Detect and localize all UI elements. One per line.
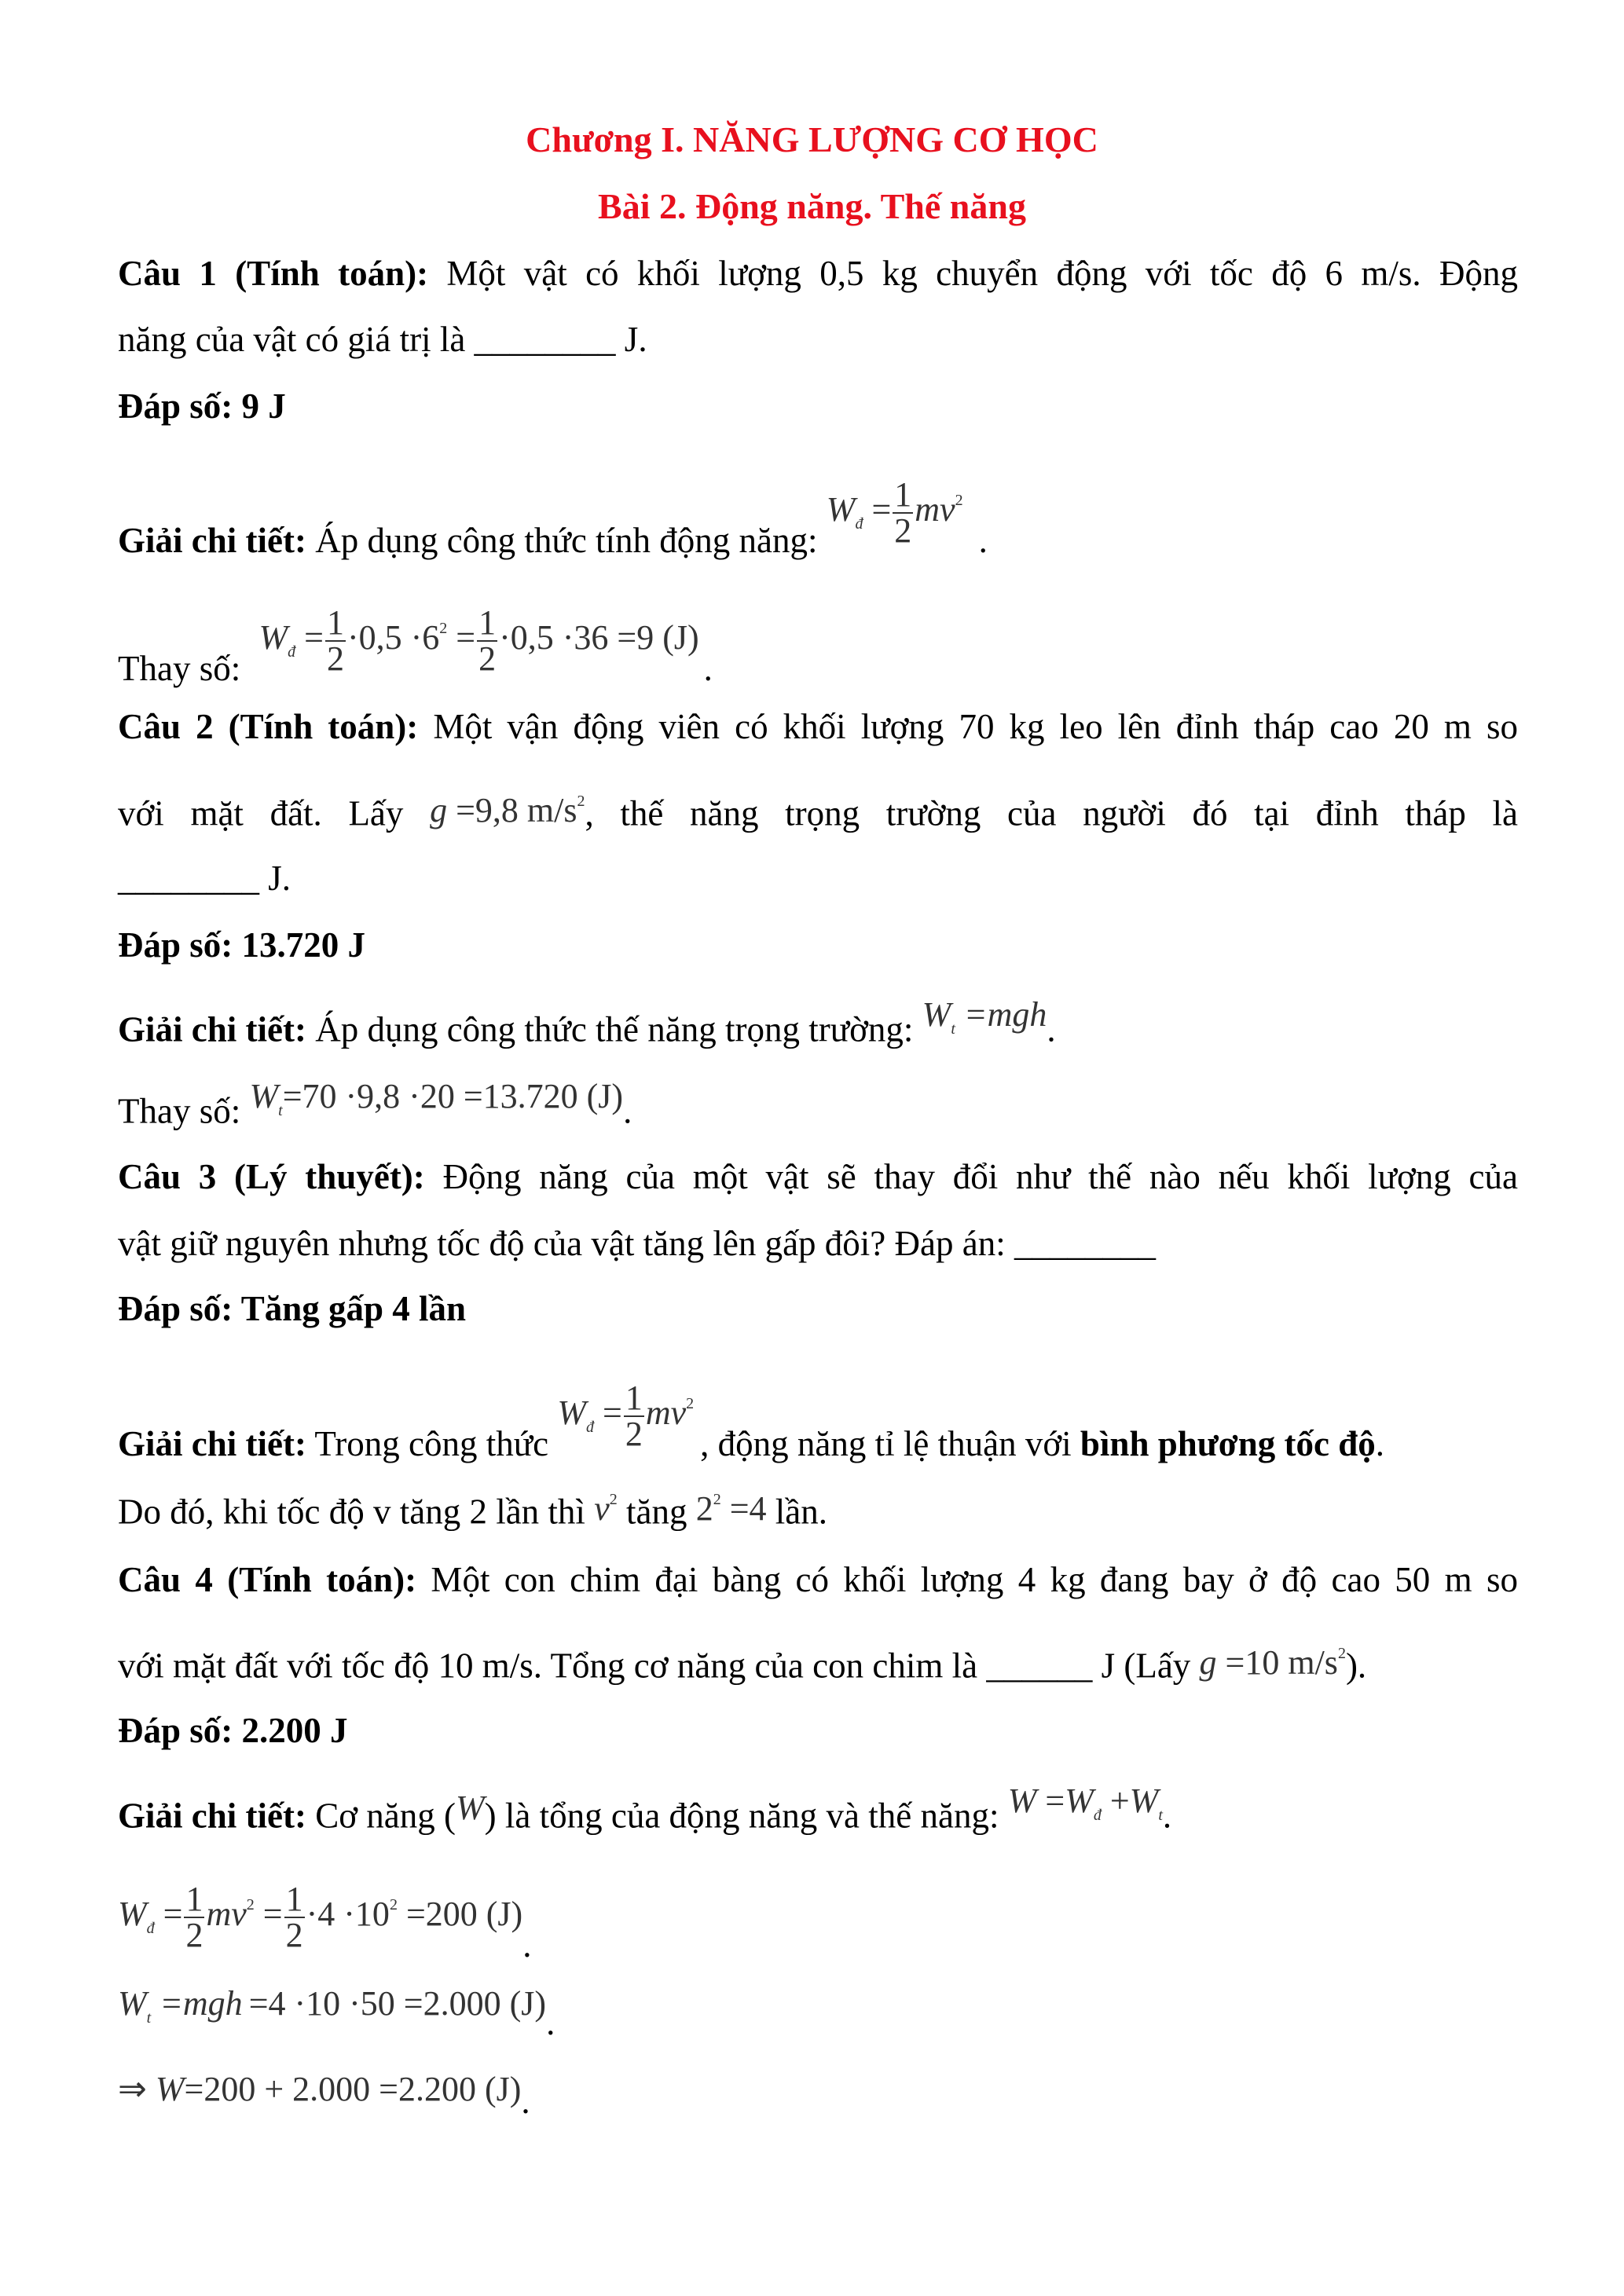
m: =10 m/s bbox=[1216, 1643, 1338, 1682]
q2-label: Câu 2 (Tính toán): bbox=[118, 707, 419, 746]
m: v bbox=[594, 1489, 610, 1528]
q4-solution bbox=[118, 1782, 1518, 1850]
q4-answer bbox=[118, 1707, 1518, 1754]
m: mv bbox=[206, 1895, 247, 1933]
formula bbox=[118, 1980, 546, 2041]
v-squared bbox=[594, 1476, 618, 1532]
formula bbox=[118, 1881, 522, 1953]
m: W bbox=[1007, 1782, 1037, 1820]
formula-kinetic bbox=[557, 1380, 694, 1452]
m: g bbox=[430, 791, 448, 829]
m: đ bbox=[586, 1419, 595, 1436]
q4-kinetic-calc bbox=[118, 1879, 1518, 1965]
q2-text: Một vận động viên có khối lượng 70 kg leo lên đỉnh tháp cao 20 m so bbox=[418, 707, 1518, 746]
answer: Đáp số: 2.200 J bbox=[118, 1711, 348, 1750]
m: =9,8 m/s bbox=[447, 791, 577, 829]
m: 2 bbox=[955, 492, 963, 509]
q3-line1 bbox=[118, 1153, 1518, 1200]
m: t bbox=[1158, 1807, 1163, 1824]
m: t bbox=[278, 1102, 283, 1119]
m: 1 bbox=[894, 474, 912, 514]
m: = bbox=[594, 1393, 622, 1432]
m: mv bbox=[645, 1393, 687, 1432]
m: 2 bbox=[439, 620, 448, 637]
sol-label: Giải chi tiết: bbox=[118, 1796, 306, 1836]
m: W bbox=[557, 1393, 587, 1432]
answer: Đáp số: 9 J bbox=[118, 386, 286, 426]
q3-label: Câu 3 (Lý thuyết): bbox=[118, 1157, 425, 1196]
text: lần. bbox=[766, 1492, 828, 1532]
q1-text: Một vật có khối lượng 0,5 kg chuyển động với tốc độ 6 m/s. Động bbox=[428, 254, 1518, 293]
q4-line2 bbox=[118, 1641, 1518, 1697]
m: . bbox=[978, 520, 988, 560]
q1-answer bbox=[118, 383, 1518, 430]
m: đ bbox=[855, 515, 863, 533]
m: . bbox=[522, 1924, 532, 1965]
m: 1 bbox=[285, 1879, 303, 1918]
m: 1 bbox=[478, 602, 497, 642]
chapter-title: Chương I. NĂNG LƯỢNG CƠ HỌC bbox=[526, 119, 1098, 159]
m: =4 bbox=[720, 1489, 767, 1528]
text: Do đó, khi tốc độ v tăng 2 lần thì bbox=[118, 1492, 595, 1532]
m: = bbox=[254, 1895, 283, 1933]
sol-text: , động năng tỉ lệ thuận với bbox=[700, 1423, 1080, 1463]
q1-solution bbox=[118, 474, 1518, 580]
m: W bbox=[1129, 1782, 1159, 1820]
m: = bbox=[447, 618, 476, 657]
m: =200 (J) bbox=[397, 1895, 523, 1933]
two-squared bbox=[696, 1476, 767, 1532]
m: 2 bbox=[285, 1915, 303, 1954]
q2-line2 bbox=[118, 789, 1518, 845]
q4-label: Câu 4 (Tính toán): bbox=[118, 1560, 417, 1599]
fraction bbox=[284, 1879, 305, 1954]
m: W bbox=[826, 490, 856, 529]
m: =4 ·10 ·50 =2.000 (J) bbox=[248, 1984, 547, 2023]
formula-sub bbox=[258, 602, 699, 678]
m: ·0,5 ·6 bbox=[346, 618, 440, 657]
m: 1 bbox=[185, 1879, 203, 1918]
m: . bbox=[521, 2082, 530, 2121]
fraction bbox=[624, 1378, 644, 1453]
q2-text: , thế năng trọng trường của người đó tại đỉnh tháp là bbox=[585, 793, 1518, 833]
sol-label: Giải chi tiết: bbox=[118, 1009, 306, 1049]
sol-text: Áp dụng công thức tính động năng: bbox=[306, 520, 827, 560]
m: 2 bbox=[478, 639, 497, 678]
formula-potential bbox=[922, 991, 1047, 1053]
m: ·0,5 ·36 =9 (J) bbox=[499, 618, 699, 657]
q4-text: ). bbox=[1345, 1646, 1367, 1686]
q1-line1 bbox=[118, 250, 1518, 297]
q4-total-calc bbox=[118, 2062, 1518, 2121]
q2-line1 bbox=[118, 703, 1518, 750]
m: mv bbox=[915, 490, 955, 529]
sol-text: Cơ năng ( bbox=[306, 1796, 456, 1836]
q2-line3: ________ J. bbox=[118, 859, 291, 898]
sol-label: Giải chi tiết: bbox=[118, 1423, 306, 1463]
implies-icon: ⇒ bbox=[118, 2069, 147, 2108]
m: 2 bbox=[389, 1896, 398, 1913]
m: = bbox=[863, 490, 892, 529]
m: 2 bbox=[686, 1395, 695, 1412]
q3-line-conclusion bbox=[118, 1487, 1518, 1543]
formula bbox=[118, 2066, 521, 2113]
m: 2 bbox=[577, 793, 585, 810]
m: . bbox=[1375, 1423, 1384, 1463]
sol-text: Trong công thức bbox=[306, 1423, 558, 1463]
gravity-value bbox=[430, 778, 585, 834]
m: =70 ·9,8 ·20 =13.720 (J) bbox=[282, 1077, 624, 1115]
m: . bbox=[703, 648, 713, 688]
q3-answer bbox=[118, 1285, 1518, 1332]
q1-label: Câu 1 (Tính toán): bbox=[118, 254, 429, 293]
m: W bbox=[455, 1789, 485, 1827]
q4-text: với mặt đất với tốc độ 10 m/s. Tổng cơ năng của con chim là ______ J (Lấy bbox=[118, 1646, 1200, 1686]
m: = bbox=[154, 1895, 183, 1933]
q4-potential-calc bbox=[118, 1980, 1518, 2041]
m: 2 bbox=[609, 1491, 618, 1508]
m: W bbox=[155, 2069, 185, 2108]
m: W bbox=[118, 1984, 147, 2023]
m: đ bbox=[146, 1920, 155, 1937]
m: 1 bbox=[326, 602, 344, 642]
fraction bbox=[184, 1879, 204, 1954]
q2-solution bbox=[118, 995, 1518, 1064]
m: . bbox=[1047, 1009, 1056, 1049]
m: 2 bbox=[894, 511, 912, 550]
m: 2 bbox=[625, 1414, 643, 1453]
text: tăng bbox=[617, 1492, 696, 1532]
m: 2 bbox=[713, 1491, 721, 1508]
sub-label: Thay số: bbox=[118, 1091, 250, 1131]
m: W bbox=[1065, 1782, 1094, 1820]
m: W bbox=[922, 995, 951, 1034]
lesson-title: Bài 2. Động năng. Thế năng bbox=[598, 186, 1026, 226]
m: W bbox=[249, 1077, 279, 1115]
m: 2 bbox=[185, 1915, 203, 1954]
sol-text: Áp dụng công thức thế năng trọng trường: bbox=[306, 1009, 922, 1049]
sol-text: ) là tổng của động năng và thế năng: bbox=[484, 1796, 1008, 1836]
m: . bbox=[546, 2003, 555, 2043]
q3-text: Động năng của một vật sẽ thay đổi như thế nào nếu khối lượng của bbox=[424, 1157, 1518, 1196]
m: 2 bbox=[326, 639, 344, 678]
sub-label: Thay số: bbox=[118, 648, 250, 688]
sol-bold: bình phương tốc độ bbox=[1080, 1423, 1376, 1463]
formula-sub bbox=[249, 1073, 623, 1134]
m: đ bbox=[288, 643, 296, 661]
q3-solution bbox=[118, 1378, 1518, 1483]
sol-label: Giải chi tiết: bbox=[118, 520, 306, 560]
q3-line2: vật giữ nguyên nhưng tốc độ của vật tăng lên gấp đôi? Đáp án: ________ bbox=[118, 1224, 1156, 1263]
fraction bbox=[477, 602, 497, 678]
gravity-value bbox=[1200, 1630, 1346, 1686]
q4-text: Một con chim đại bàng có khối lượng 4 kg đang bay ở độ cao 50 m so bbox=[416, 1560, 1518, 1599]
fraction bbox=[325, 602, 346, 678]
m: t bbox=[951, 1020, 955, 1038]
m: W bbox=[118, 1895, 147, 1933]
q2-substitution bbox=[118, 1077, 1518, 1145]
m: + bbox=[1101, 1782, 1130, 1820]
answer: Đáp số: 13.720 J bbox=[118, 925, 366, 965]
m: =mgh bbox=[151, 1984, 243, 2023]
q1-substitution bbox=[118, 602, 1518, 708]
m: g bbox=[1199, 1643, 1217, 1682]
formula-kinetic bbox=[826, 474, 963, 550]
m: ·4 ·10 bbox=[306, 1895, 390, 1933]
m: 2 bbox=[1337, 1645, 1346, 1662]
m: . bbox=[623, 1091, 632, 1131]
m: 1 bbox=[625, 1378, 643, 1417]
answer: Đáp số: Tăng gấp 4 lần bbox=[118, 1289, 467, 1328]
fraction bbox=[893, 474, 913, 550]
q2-answer bbox=[118, 921, 1518, 969]
m: 2 bbox=[695, 1489, 713, 1528]
q2-text: với mặt đất. Lấy bbox=[118, 793, 431, 833]
m: =mgh bbox=[955, 995, 1047, 1034]
m: W bbox=[258, 618, 288, 657]
m: 2 bbox=[246, 1896, 255, 1913]
m: đ bbox=[1093, 1807, 1102, 1824]
m: = bbox=[295, 618, 324, 657]
m: =200 + 2.000 =2.200 (J) bbox=[184, 2069, 522, 2108]
q1-line2: năng của vật có giá trị là ________ J. bbox=[118, 320, 647, 359]
m: t bbox=[146, 2009, 152, 2027]
formula-mechanical bbox=[1008, 1778, 1163, 1839]
m: . bbox=[1162, 1796, 1172, 1836]
q4-line1 bbox=[118, 1556, 1518, 1603]
m: = bbox=[1036, 1782, 1065, 1820]
